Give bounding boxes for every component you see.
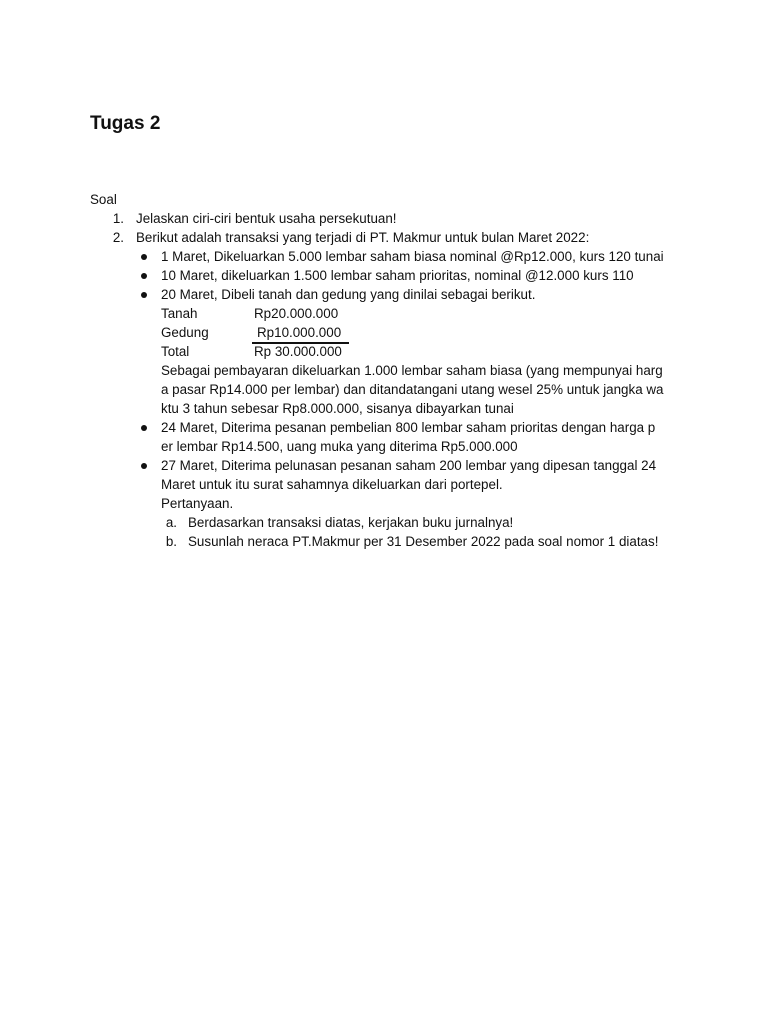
asset-value-tanah: Rp20.000.000 [254,306,339,321]
bullet-icon [141,463,147,469]
transaction-3-note-line-2: a pasar Rp14.000 per lembar) dan ditandatangani utang wesel 25% untuk jangka wa [161,382,664,397]
question-2-text: Berikut adalah transaksi yang terjadi di PT. Makmur untuk bulan Maret 2022: [136,230,590,245]
transaction-5-line-2: Maret untuk itu surat sahamnya dikeluarkan dari portepel. [161,477,503,492]
sub-question-b-number: b. [165,534,177,549]
asset-value-total: Rp 30.000.000 [254,344,342,359]
transaction-2: 10 Maret, dikeluarkan 1.500 lembar saham prioritas, nominal @12.000 kurs 110 [161,268,634,283]
document-title: Tugas 2 [90,113,161,134]
asset-label-tanah: Tanah [161,306,198,321]
transaction-5-line-1: 27 Maret, Diterima pelunasan pesanan saham 200 lembar yang dipesan tanggal 24 [161,458,657,473]
transaction-3: 20 Maret, Dibeli tanah dan gedung yang dinilai sebagai berikut. [161,287,536,302]
sub-question-b-text: Susunlah neraca PT.Makmur per 31 Desember 2022 pada soal nomor 1 diatas! [188,534,659,549]
bullet-icon [141,254,147,260]
transaction-3-note-line-3: ktu 3 tahun sebesar Rp8.000.000, sisanya dibayarkan tunai [161,401,514,416]
bullet-icon [141,292,147,298]
asset-label-gedung: Gedung [161,325,209,340]
question-1-text: Jelaskan ciri-ciri bentuk usaha persekutuan! [136,211,397,226]
transaction-1: 1 Maret, Dikeluarkan 5.000 lembar saham biasa nominal @Rp12.000, kurs 120 tunai [161,249,664,264]
transaction-3-note-line-1: Sebagai pembayaran dikeluarkan 1.000 lembar saham biasa (yang mempunyai harg [161,363,663,378]
questions-label: Pertanyaan. [161,496,234,511]
question-1-number: 1. [112,211,124,226]
asset-value-gedung: Rp10.000.000 [257,325,342,340]
bullet-icon [141,273,147,279]
sub-question-a-text: Berdasarkan transaksi diatas, kerjakan buku jurnalnya! [188,515,514,530]
asset-label-total: Total [161,344,190,359]
bullet-icon [141,425,147,431]
sub-question-a-number: a. [165,515,177,530]
transaction-4-line-2: er lembar Rp14.500, uang muka yang diterima Rp5.000.000 [161,439,518,454]
question-2-number: 2. [112,230,124,245]
section-label: Soal [90,192,117,207]
transaction-4-line-1: 24 Maret, Diterima pesanan pembelian 800 lembar saham prioritas dengan harga p [161,420,656,435]
